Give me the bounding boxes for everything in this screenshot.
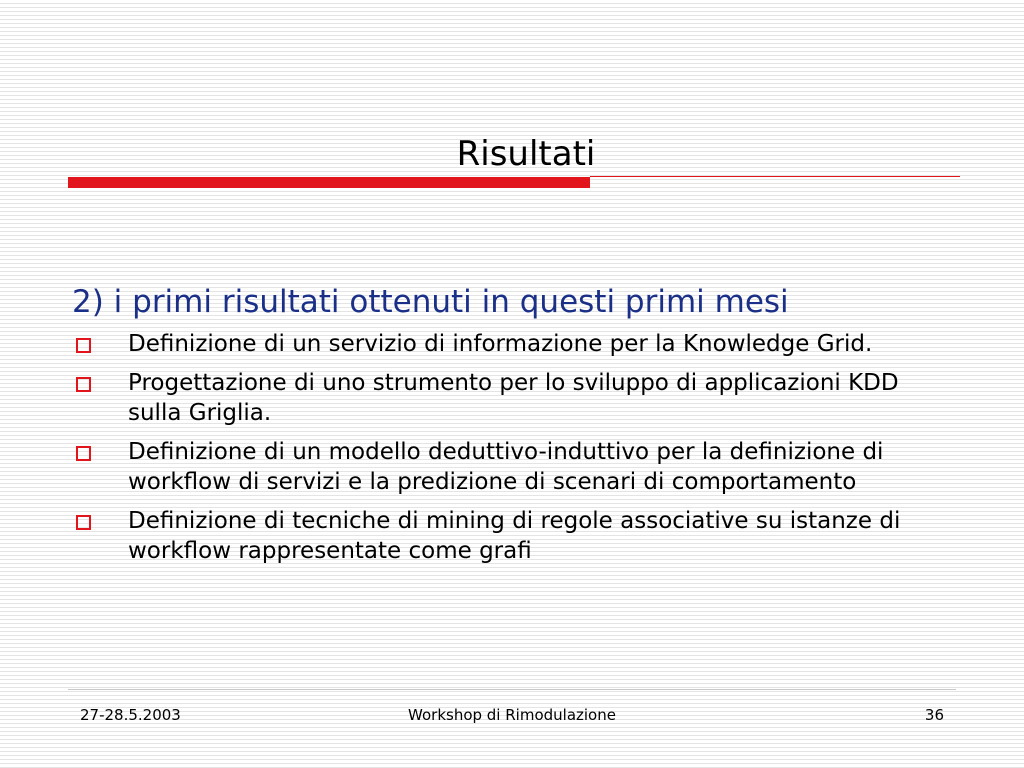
square-bullet-icon — [76, 377, 91, 392]
footer-title: Workshop di Rimodulazione — [408, 706, 616, 724]
bullet-item — [72, 368, 952, 428]
title-underline-thick — [68, 177, 590, 188]
title-underline-thin — [590, 176, 960, 177]
square-bullet-icon — [76, 338, 91, 353]
page-number: 36 — [924, 706, 944, 724]
bullet-list — [72, 329, 952, 575]
bullet-text: Definizione di un modello deduttivo-induttivo per la definizione di workflow di servizi e la predizione di scenari di comportamento — [128, 439, 884, 495]
slide-subtitle: 2) i primi risultati ottenuti in questi primi mesi — [72, 284, 789, 320]
bullet-text: Progettazione di uno strumento per lo sviluppo di applicazioni KDD sulla Griglia. — [128, 370, 899, 426]
bullet-text: Definizione di un servizio di informazione per la Knowledge Grid. — [128, 331, 873, 357]
footer-divider — [68, 689, 956, 690]
bullet-item — [72, 506, 952, 566]
square-bullet-icon — [76, 515, 91, 530]
footer-date: 27-28.5.2003 — [80, 706, 181, 724]
slide-title: Risultati — [456, 134, 596, 174]
square-bullet-icon — [76, 446, 91, 461]
bullet-item — [72, 329, 952, 359]
bullet-text: Definizione di tecniche di mining di regole associative su istanze di workflow rappresentate come grafi — [128, 508, 901, 564]
bullet-item — [72, 437, 952, 497]
